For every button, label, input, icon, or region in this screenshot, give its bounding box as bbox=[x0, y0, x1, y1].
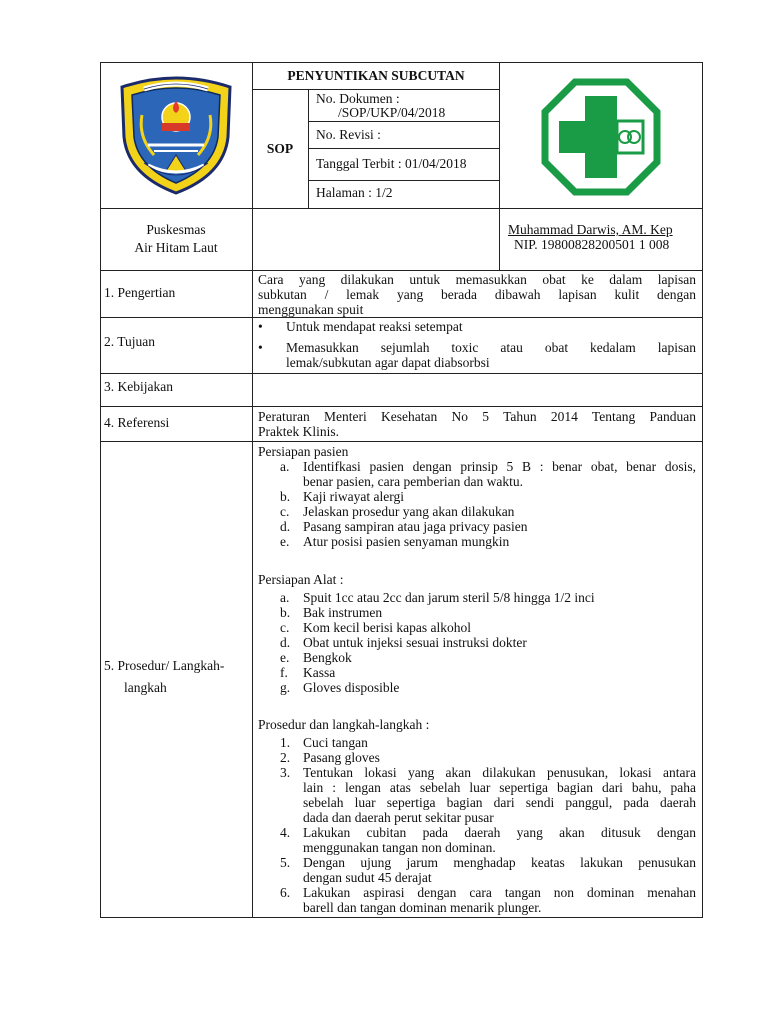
border-top bbox=[100, 62, 703, 63]
pengertian-line3: menggunakan spuit bbox=[258, 302, 364, 317]
langkah-item-text-cont: dada dan daerah perut sekitar pusar bbox=[303, 810, 494, 825]
puskesmas-label: Puskesmas bbox=[146, 222, 206, 237]
divider-revisi bbox=[308, 148, 500, 149]
langkah-title: Prosedur dan langkah-langkah : bbox=[258, 717, 430, 732]
alat-item-marker: a. bbox=[280, 590, 290, 605]
langkah-item-marker: 2. bbox=[280, 750, 291, 765]
divider-nodok bbox=[308, 121, 500, 122]
pasien-item-text-cont: benar pasien, cara pemberian dan waktu. bbox=[303, 474, 524, 489]
langkah-item-text: Lakukan cubitan pada daerah yang akan ditusuk dengan bbox=[303, 825, 696, 840]
label-pengertian: 1. Pengertian bbox=[104, 285, 176, 300]
pasien-item-text: Atur posisi pasien senyaman mungkin bbox=[303, 534, 510, 549]
langkah-item-text-cont: barell dan tangan dominan menarik plunger. bbox=[303, 900, 542, 915]
label-prosedur-2: langkah bbox=[124, 680, 167, 695]
alat-item-text: Gloves disposible bbox=[303, 680, 400, 695]
langkah-item-text: Tentukan lokasi yang akan dilakukan penusukan, lokasi antara bbox=[303, 765, 696, 780]
divider-col1 bbox=[252, 62, 253, 270]
pasien-item-marker: d. bbox=[280, 519, 291, 534]
bullet-2: • bbox=[258, 340, 263, 355]
alat-item-text: Kom kecil berisi kapas alkohol bbox=[303, 620, 471, 635]
pasien-item-text: Pasang sampiran atau jaga privacy pasien bbox=[303, 519, 528, 534]
no-revisi: No. Revisi : bbox=[316, 127, 381, 142]
sop-label: SOP bbox=[266, 141, 294, 156]
pengertian-line2: subkutan / lemak yang berada dibawah lapisan kulit dengan bbox=[258, 287, 696, 302]
tanggal-terbit: Tanggal Terbit : 01/04/2018 bbox=[316, 156, 467, 171]
divider-col3 bbox=[499, 62, 500, 270]
alat-item-marker: g. bbox=[280, 680, 291, 695]
langkah-item-text: Dengan ujung jarum menghadap keatas lakukan penusukan bbox=[303, 855, 696, 870]
border-bottom bbox=[100, 917, 703, 918]
pasien-item-marker: c. bbox=[280, 504, 290, 519]
border-left bbox=[100, 62, 101, 918]
pasien-item-marker: b. bbox=[280, 489, 291, 504]
regional-coat-of-arms-logo bbox=[114, 75, 238, 195]
alat-item-marker: d. bbox=[280, 635, 291, 650]
puskesmas-name: Air Hitam Laut bbox=[134, 240, 218, 255]
no-dokumen-label: No. Dokumen : bbox=[316, 91, 400, 106]
tujuan-item2-line1: Memasukkan sejumlah toxic atau obat kedalam lapisan bbox=[286, 340, 696, 355]
label-referensi: 4. Referensi bbox=[104, 415, 170, 430]
pasien-item-text: Identifkasi pasien dengan prinsip 5 B : benar obat, benar dosis, bbox=[303, 459, 696, 474]
divider-row1 bbox=[100, 317, 703, 318]
pengertian-line1: Cara yang dilakukan untuk memasukkan obat ke dalam lapisan bbox=[258, 272, 696, 287]
alat-item-text: Bak instrumen bbox=[303, 605, 383, 620]
border-right bbox=[702, 62, 703, 918]
halaman: Halaman : 1/2 bbox=[316, 185, 393, 200]
langkah-item-text-cont: menggunakan tangan non dominan. bbox=[303, 840, 496, 855]
referensi-line1: Peraturan Menteri Kesehatan No 5 Tahun 2014 Tentang Panduan bbox=[258, 409, 696, 424]
referensi-line2: Praktek Klinis. bbox=[258, 424, 339, 439]
langkah-item-marker: 3. bbox=[280, 765, 291, 780]
alat-item-text: Obat untuk injeksi sesuai instruksi dokter bbox=[303, 635, 527, 650]
alat-item-marker: e. bbox=[280, 650, 290, 665]
signer-nip: NIP. 19800828200501 1 008 bbox=[514, 237, 670, 252]
divider-body-col bbox=[252, 270, 253, 918]
pasien-item-marker: a. bbox=[280, 459, 290, 474]
alat-item-marker: c. bbox=[280, 620, 290, 635]
label-kebijakan: 3. Kebijakan bbox=[104, 379, 173, 394]
pasien-item-text: Jelaskan prosedur yang akan dilakukan bbox=[303, 504, 515, 519]
divider-tanggal bbox=[308, 180, 500, 181]
alat-item-text: Bengkok bbox=[303, 650, 352, 665]
langkah-item-text-cont: dengan sudut 45 derajat bbox=[303, 870, 432, 885]
divider-row2 bbox=[100, 373, 703, 374]
langkah-item-marker: 4. bbox=[280, 825, 291, 840]
alat-item-text: Spuit 1cc atau 2cc dan jarum steril 5/8 hingga 1/2 inci bbox=[303, 590, 595, 605]
langkah-item-marker: 5. bbox=[280, 855, 291, 870]
puskesmas-cross-logo bbox=[541, 78, 661, 196]
label-prosedur: 5. Prosedur/ Langkah- bbox=[104, 658, 225, 673]
tujuan-item1: Untuk mendapat reaksi setempat bbox=[286, 319, 463, 334]
tujuan-item2-line2: lemak/subkutan agar dapat diabsorbsi bbox=[286, 355, 490, 370]
divider-row4 bbox=[100, 441, 703, 442]
no-dokumen-value: /SOP/UKP/04/2018 bbox=[338, 105, 446, 120]
persiapan-pasien-title: Persiapan pasien bbox=[258, 444, 349, 459]
persiapan-alat-title: Persiapan Alat : bbox=[258, 572, 344, 587]
alat-item-marker: b. bbox=[280, 605, 291, 620]
langkah-item-marker: 1. bbox=[280, 735, 291, 750]
langkah-item-marker: 6. bbox=[280, 885, 291, 900]
langkah-item-text-cont: sebelah luar sepertiga bagian dari sendi panggul, pada daerah bbox=[303, 795, 696, 810]
pasien-item-marker: e. bbox=[280, 534, 290, 549]
divider-title bbox=[252, 89, 500, 90]
langkah-item-text: Pasang gloves bbox=[303, 750, 380, 765]
langkah-item-text-cont: lain : lengan atas sebelah luar sepertiga bagian dari bahu, paha bbox=[303, 780, 696, 795]
langkah-item-text: Lakukan aspirasi dengan cara tangan non dominan menahan bbox=[303, 885, 696, 900]
pasien-item-text: Kaji riwayat alergi bbox=[303, 489, 404, 504]
bullet-1: • bbox=[258, 319, 263, 334]
alat-item-marker: f. bbox=[280, 665, 288, 680]
document-title: PENYUNTIKAN SUBCUTAN bbox=[287, 68, 465, 83]
label-tujuan: 2. Tujuan bbox=[104, 334, 156, 349]
divider-row0 bbox=[100, 270, 703, 271]
langkah-item-text: Cuci tangan bbox=[303, 735, 368, 750]
divider-header-bottom bbox=[100, 208, 703, 209]
divider-row3 bbox=[100, 406, 703, 407]
alat-item-text: Kassa bbox=[303, 665, 336, 680]
signer-name: Muhammad Darwis, AM. Kep bbox=[508, 222, 673, 237]
